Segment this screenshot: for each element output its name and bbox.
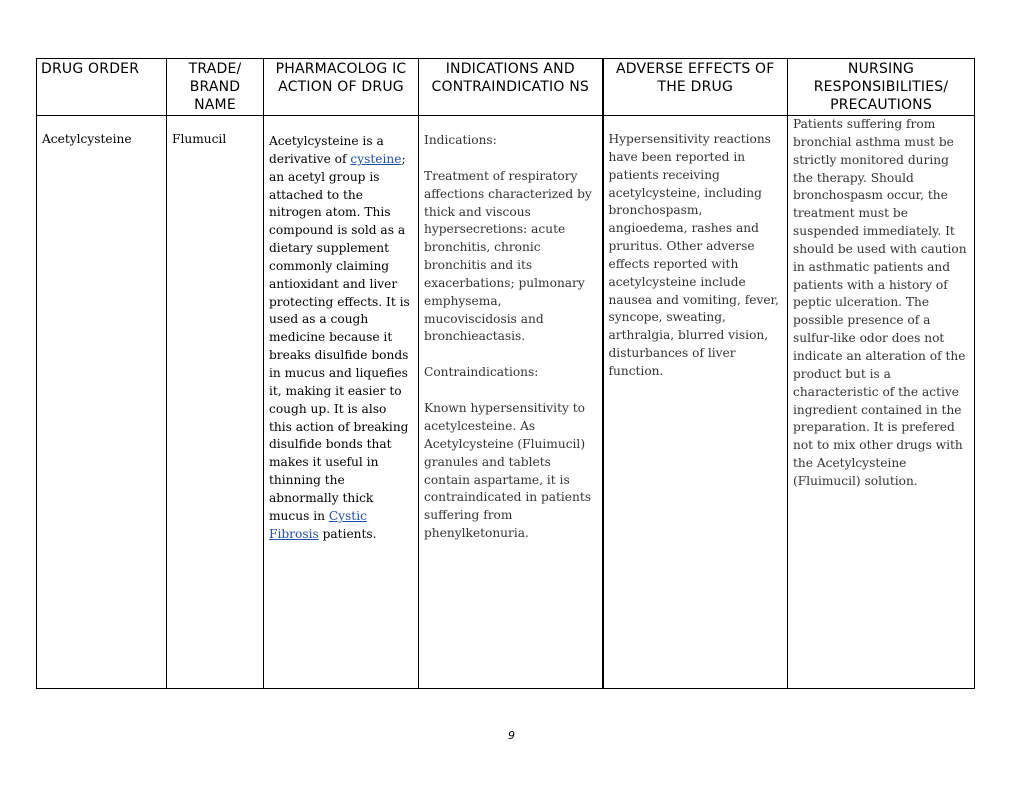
indications-text: Treatment of respiratory affections characterized by thick and viscous hypersecretions: acute bronchitis, chronic bronchitis and its exacerbations; pulmonary emphysema, mucoviscidosis and bronchieactasis. <box>424 168 592 344</box>
cell-pharmacologic-action <box>264 116 419 689</box>
table-row <box>37 116 975 689</box>
page-number: 9 <box>508 729 515 742</box>
pharm-text-2: ; an acetyl group is attached to the nitrogen atom. This compound is sold as a dietary supplement commonly claiming antioxidant and liver protecting effects. It is used as a cough medicine because it breaks disulfide bonds in mucus and liquefies it, making it easier to cough up. It is also this action of breaking disulfide bonds that makes it useful in thinning the abnormally thick mucus in <box>269 151 410 523</box>
header-adverse-effects: ADVERSE EFFECTS OF THE DRUG <box>603 59 788 116</box>
pharm-text-1: Acetylcysteine is a derivative of <box>269 134 384 166</box>
header-row <box>37 59 975 116</box>
contraindications-text: Known hypersensitivity to acetylcesteine. As Acetylcysteine (Fluimucil) granules and tablets contain aspartame, it is contraindicated in patients suffering from phenylketonuria. <box>424 401 592 541</box>
cystic-fibrosis-link[interactable]: Cystic Fibrosis <box>269 508 367 541</box>
cell-brand-name: Flumucil <box>167 116 264 689</box>
drug-study-table <box>36 58 975 689</box>
header-pharmacologic-action: PHARMACOLOG IC ACTION OF DRUG <box>264 59 419 116</box>
cysteine-link[interactable]: cysteine <box>350 151 402 166</box>
contraindications-label: Contraindications: <box>424 365 539 380</box>
header-nursing-responsibilities: NURSING RESPONSIBILITIES/ PRECAUTIONS <box>788 59 975 116</box>
cell-adverse-effects: Hypersensitivity reactions have been reported in patients receiving acetylcysteine, including bronchospasm, angioedema, rashes and pruritus. Other adverse effects reported with acetylcysteine include nausea and vomiting, fever, syncope, sweating, arthralgia, blurred vision, disturbances of liver function. <box>603 116 788 689</box>
cell-indications-contraindications <box>419 116 603 689</box>
header-indications-contraindications: INDICATIONS AND CONTRAINDICATIO NS <box>419 59 603 116</box>
header-trade-brand-name: TRADE/ BRAND NAME <box>167 59 264 116</box>
cell-nursing-responsibilities: Patients suffering from bronchial asthma must be strictly monitored during the therapy. Should bronchospasm occur, the treatment must be suspended immediately. It should be used with caution in asthmatic patients and patients with a history of peptic ulceration. The possible presence of a sulfur-like odor does not indicate an alteration of the product but is a characteristic of the active ingredient contained in the preparation. It is prefered not to mix other drugs with the Acetylcysteine (Fluimucil) solution. <box>788 116 975 689</box>
pharm-text-3: patients. <box>318 526 377 541</box>
cell-drug-order: Acetylcysteine <box>37 116 167 689</box>
indications-label: Indications: <box>424 133 497 147</box>
header-drug-order: DRUG ORDER <box>37 59 167 116</box>
